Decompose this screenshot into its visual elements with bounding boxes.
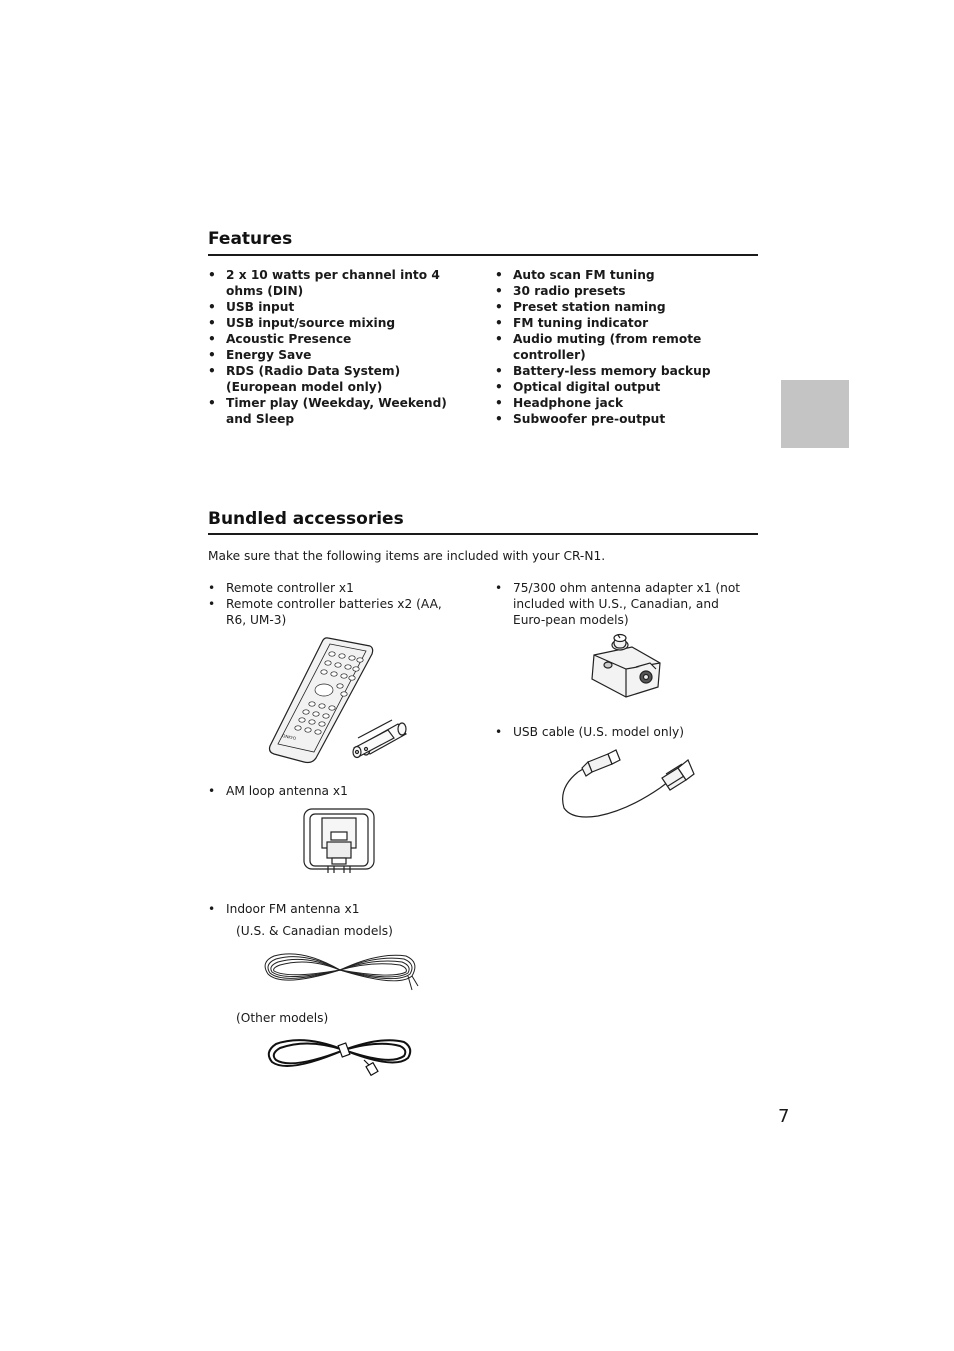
am-loop-antenna-illustration	[302, 806, 376, 876]
feature-item: • Timer play (Weekday, Weekend) and Sleep	[208, 395, 458, 427]
fm-antenna-other-illustration	[264, 1030, 416, 1078]
feature-item: • Acoustic Presence	[208, 331, 458, 347]
feature-item: • FM tuning indicator	[495, 315, 757, 331]
adapter-list	[495, 580, 750, 628]
remote-list	[208, 580, 458, 628]
remote-logo: ONKYO	[281, 733, 297, 741]
feature-item: • Audio muting (from remote controller)	[495, 331, 757, 363]
antenna-adapter-illustration	[588, 633, 664, 699]
feature-item: • RDS (Radio Data System) (European model only)	[208, 363, 458, 395]
features-list-left	[208, 267, 458, 427]
list-item: • USB cable (U.S. model only)	[495, 724, 750, 740]
feature-item: • Optical digital output	[495, 379, 757, 395]
list-item: • AM loop antenna x1	[208, 783, 458, 799]
accessories-rule	[208, 533, 758, 535]
feature-item: • USB input/source mixing	[208, 315, 458, 331]
fm-list	[208, 901, 458, 917]
features-rule	[208, 254, 758, 256]
remote-controller-illustration	[266, 634, 416, 766]
list-item: • Remote controller batteries x2 (AA, R6, UM-3)	[208, 596, 458, 628]
fm-other-label: (Other models)	[236, 1011, 329, 1025]
list-item: • Indoor FM antenna x1	[208, 901, 458, 917]
feature-item: • 30 radio presets	[495, 283, 757, 299]
feature-item: • 2 x 10 watts per channel into 4 ohms (DIN)	[208, 267, 458, 299]
section-tab	[781, 380, 849, 448]
feature-item: • Battery-less memory backup	[495, 363, 757, 379]
feature-item: • Auto scan FM tuning	[495, 267, 757, 283]
features-list-right	[495, 267, 757, 427]
list-item: • 75/300 ohm antenna adapter x1 (not included with U.S., Canadian, and Euro-pean models)	[495, 580, 750, 628]
fm-us-label: (U.S. & Canadian models)	[236, 924, 393, 938]
usb-list	[495, 724, 750, 740]
feature-item: • Preset station naming	[495, 299, 757, 315]
am-list	[208, 783, 458, 799]
fm-antenna-us-illustration	[262, 946, 420, 994]
feature-item: • Subwoofer pre-output	[495, 411, 757, 427]
page-number: 7	[778, 1106, 790, 1127]
usb-cable-illustration	[558, 748, 698, 822]
feature-item: • Energy Save	[208, 347, 458, 363]
feature-item: • USB input	[208, 299, 458, 315]
features-heading: Features	[208, 229, 293, 249]
list-item: • Remote controller x1	[208, 580, 458, 596]
accessories-heading: Bundled accessories	[208, 509, 404, 529]
accessories-intro: Make sure that the following items are included with your CR-N1.	[208, 549, 606, 563]
feature-item: • Headphone jack	[495, 395, 757, 411]
